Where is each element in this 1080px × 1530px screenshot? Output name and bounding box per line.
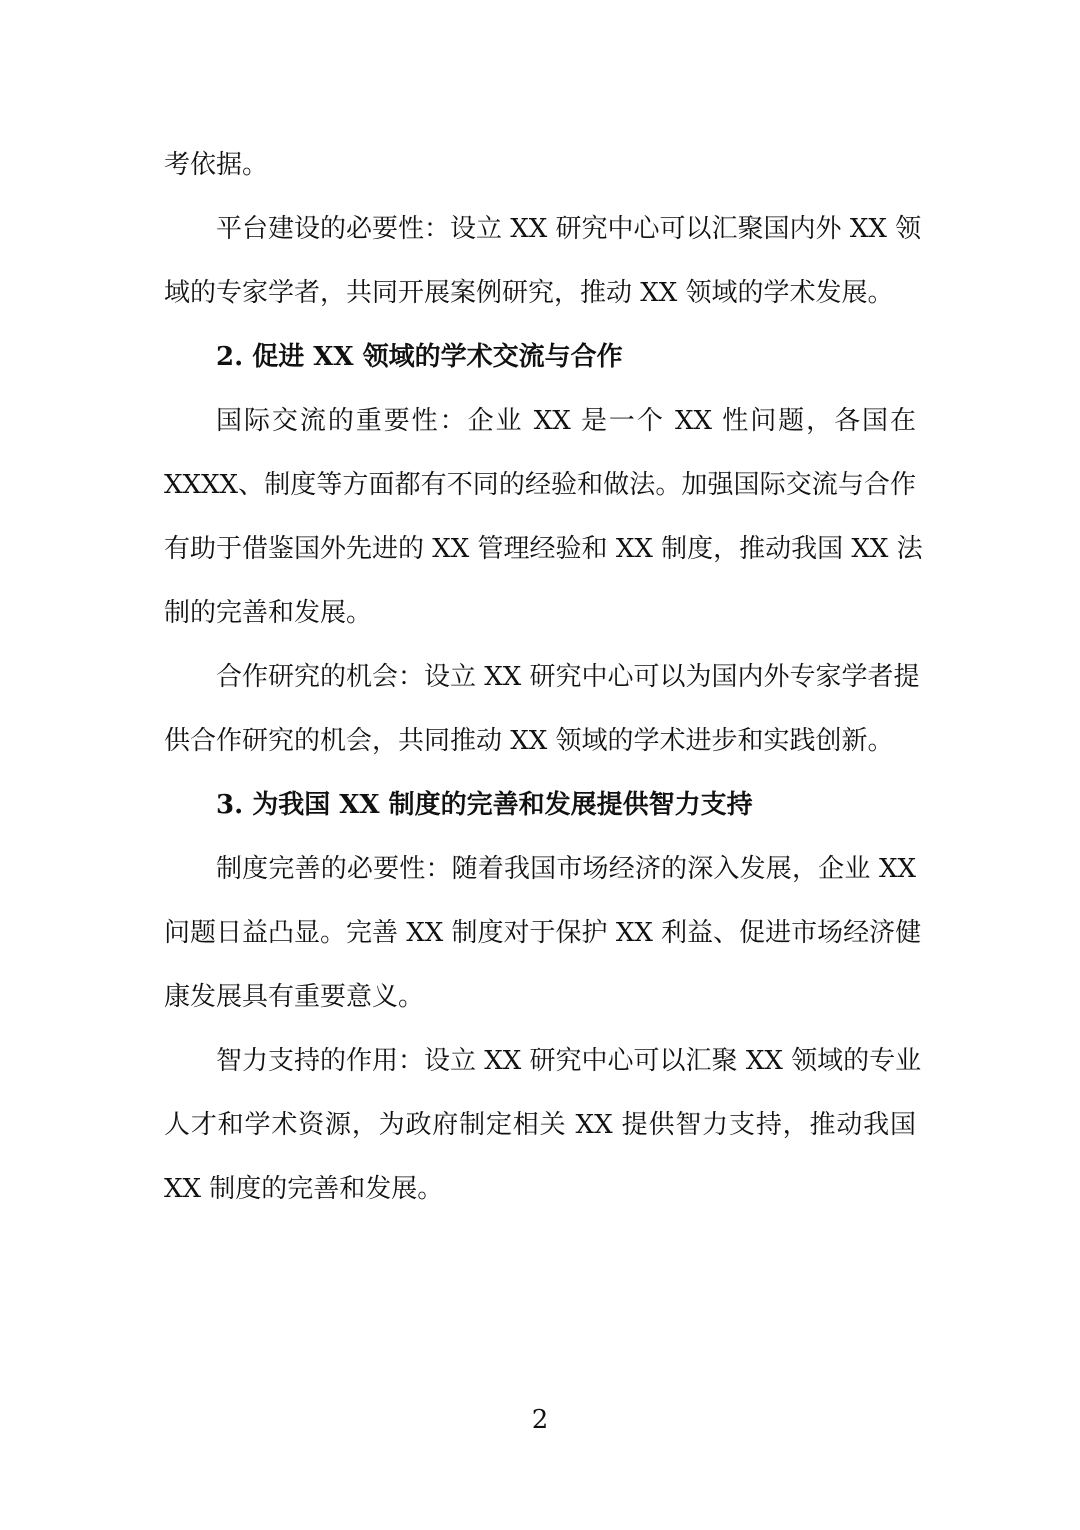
document-body — [164, 133, 923, 1221]
text-line: XXXX、制度等方面都有不同的经验和做法。加强国际交流与合作 — [164, 470, 916, 500]
section-heading: 2. 促进 XX 领域的学术交流与合作 — [216, 342, 623, 372]
paragraph-line: 平台建设的必要性：设立 XX 研究中心可以汇聚国内外 XX 领 — [216, 214, 922, 244]
text-line: 制的完善和发展。 — [164, 598, 373, 628]
page-number: 2 — [531, 1405, 549, 1435]
text-line: 人才和学术资源，为政府制定相关 XX 提供智力支持，推动我国 — [164, 1110, 916, 1140]
text-line: 康发展具有重要意义。 — [164, 982, 425, 1012]
paragraph-line: 国际交流的重要性：企业 XX 是一个 XX 性问题，各国在 — [216, 406, 916, 436]
text-line: XX 制度的完善和发展。 — [164, 1174, 444, 1204]
text-line: 考依据。 — [164, 150, 269, 180]
text-line: 供合作研究的机会，共同推动 XX 领域的学术进步和实践创新。 — [164, 726, 894, 756]
text-line: 有助于借鉴国外先进的 XX 管理经验和 XX 制度，推动我国 XX 法 — [164, 534, 923, 564]
text-line: 域的专家学者，共同开展案例研究，推动 XX 领域的学术发展。 — [164, 278, 894, 308]
text-line: 问题日益凸显。完善 XX 制度对于保护 XX 利益、促进市场经济健 — [164, 918, 922, 948]
paragraph-line: 制度完善的必要性：随着我国市场经济的深入发展，企业 XX — [216, 854, 916, 884]
paragraph-line: 智力支持的作用：设立 XX 研究中心可以汇聚 XX 领域的专业 — [216, 1046, 922, 1076]
paragraph-line: 合作研究的机会：设立 XX 研究中心可以为国内外专家学者提 — [216, 662, 920, 692]
section-heading: 3. 为我国 XX 制度的完善和发展提供智力支持 — [216, 790, 753, 820]
